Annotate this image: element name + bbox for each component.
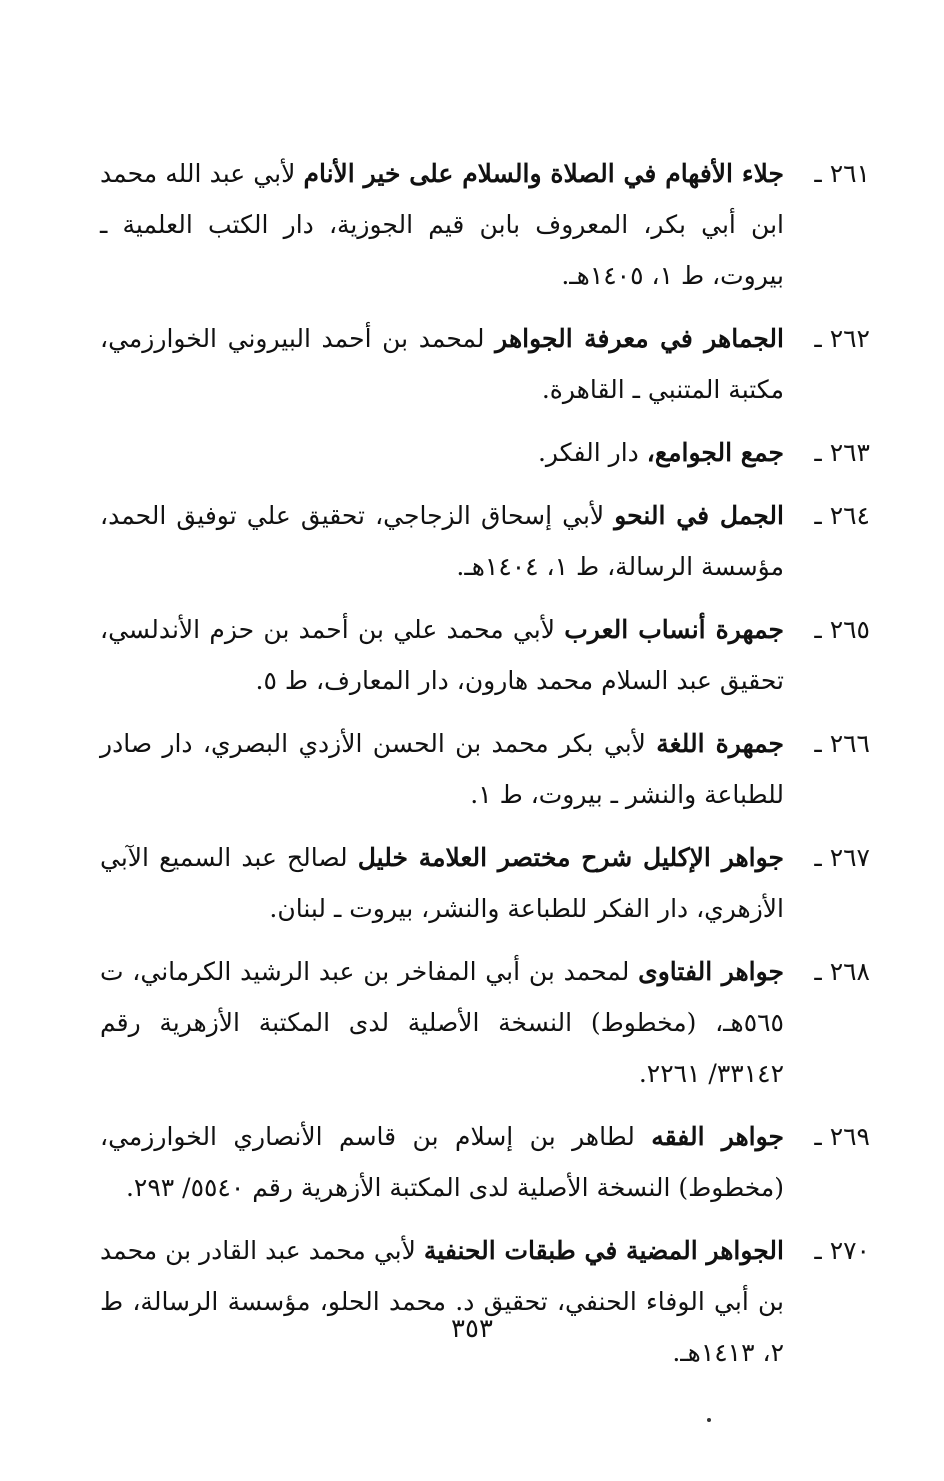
entry-number: ٢٦٧ ـ	[814, 843, 870, 872]
entry-title: الجماهر في معرفة الجواهر	[495, 324, 784, 353]
entry-details: لأبي محمد علي بن أحمد بن حزم الأندلسي، تحقيق عبد السلام محمد هارون، دار المعارف، ط ٥.	[100, 615, 784, 695]
bibliography-entry	[100, 313, 870, 415]
entry-number: ٢٦٩ ـ	[814, 1122, 870, 1151]
bibliography-entry	[100, 427, 870, 478]
bibliography-entry	[100, 1111, 870, 1213]
entry-title: جواهر الفقه	[651, 1122, 784, 1151]
entry-details: لصالح عبد السميع الآبي الأزهري، دار الفكر للطباعة والنشر، بيروت ـ لبنان.	[100, 843, 784, 923]
bibliography-list	[100, 148, 870, 1390]
bibliography-entry	[100, 1225, 870, 1378]
entry-title: جمع الجوامع،	[646, 438, 784, 467]
entry-title: جواهر الإكليل شرح مختصر العلامة خليل	[357, 843, 784, 872]
scan-speck	[707, 1418, 711, 1422]
bibliography-entry	[100, 946, 870, 1099]
entry-details: لأبي محمد عبد القادر بن محمد بن أبي الوفاء الحنفي، تحقيق د. محمد الحلو، مؤسسة الرسالة، ط ٢، ١٤١٣هـ.	[100, 1236, 784, 1367]
bibliography-entry	[100, 604, 870, 706]
bibliography-entry	[100, 490, 870, 592]
bibliography-entry	[100, 832, 870, 934]
bibliography-entry	[100, 718, 870, 820]
entry-title: جمهرة اللغة	[656, 729, 784, 758]
entry-details: لمحمد بن أحمد البيروني الخوارزمي، مكتبة المتنبي ـ القاهرة.	[100, 324, 784, 404]
entry-number: ٢٦٤ ـ	[814, 501, 870, 530]
bibliography-entry	[100, 148, 870, 301]
entry-title: جواهر الفتاوى	[638, 957, 784, 986]
entry-number: ٢٦٢ ـ	[814, 324, 870, 353]
entry-details: لطاهر بن إسلام بن قاسم الأنصاري الخوارزمي، (مخطوط) النسخة الأصلية لدى المكتبة الأزهرية رقم ٥٥٤٠/ ٢٩٣.	[100, 1122, 784, 1202]
entry-number: ٢٦٥ ـ	[814, 615, 870, 644]
entry-number: ٢٧٠ ـ	[814, 1236, 870, 1265]
entry-number: ٢٦٣ ـ	[814, 438, 870, 467]
entry-title: جمهرة أنساب العرب	[564, 615, 784, 644]
entry-title: الجمل في النحو	[614, 501, 784, 530]
entry-number: ٢٦٨ ـ	[814, 957, 870, 986]
page-number: ٣٥٣	[451, 1314, 493, 1344]
entry-details: لأبي إسحاق الزجاجي، تحقيق علي توفيق الحمد، مؤسسة الرسالة، ط ١، ١٤٠٤هـ.	[100, 501, 784, 581]
entry-details: لمحمد بن أبي المفاخر بن عبد الرشيد الكرماني، ت ٥٦٥هـ، (مخطوط) النسخة الأصلية لدى المكتبة الأزهرية رقم ٣٣١٤٢/ ٢٢٦١.	[100, 957, 784, 1088]
entry-title: جلاء الأفهام في الصلاة والسلام على خير الأنام	[303, 159, 784, 188]
entry-details: دار الفكر.	[537, 438, 647, 467]
entry-title: الجواهر المضية في طبقات الحنفية	[423, 1236, 784, 1265]
entry-number: ٢٦١ ـ	[814, 159, 870, 188]
entry-number: ٢٦٦ ـ	[814, 729, 870, 758]
entry-details: لأبي بكر محمد بن الحسن الأزدي البصري، دار صادر للطباعة والنشر ـ بيروت، ط ١.	[100, 729, 784, 809]
entry-details: لأبي عبد الله محمد ابن أبي بكر، المعروف بابن قيم الجوزية، دار الكتب العلمية ـ بيروت، ط ١، ١٤٠٥هـ.	[100, 159, 784, 290]
